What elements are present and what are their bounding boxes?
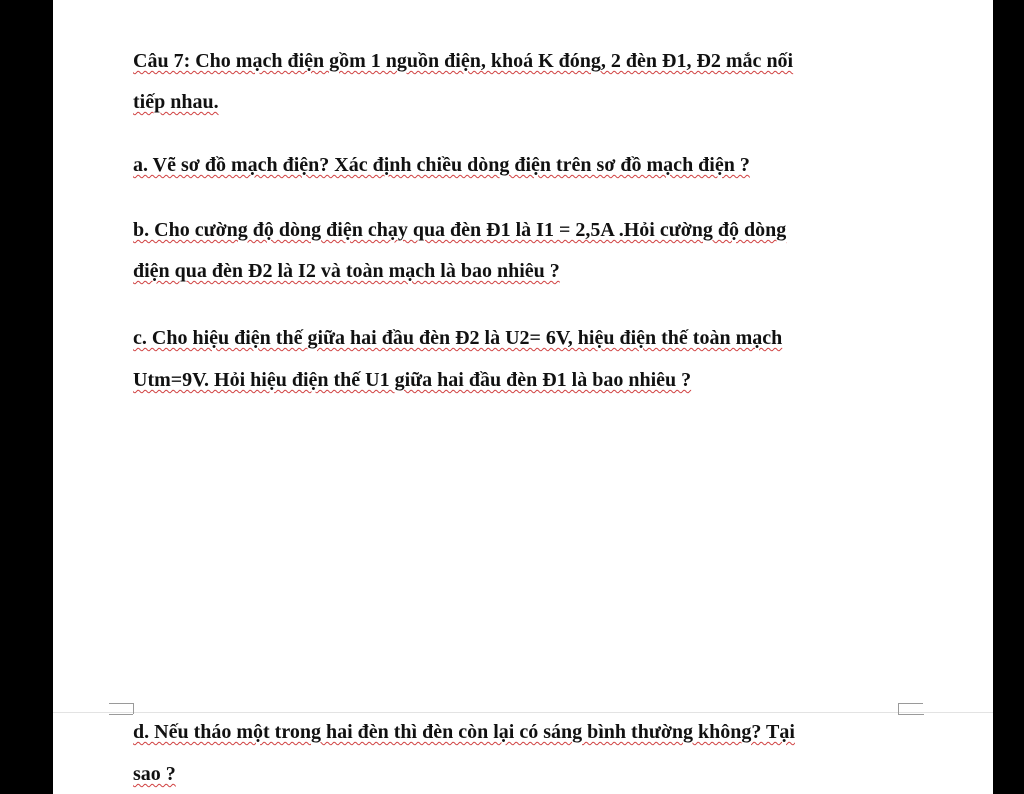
crop-mark-right-bottom [898,714,924,715]
document-page[interactable] [53,0,993,794]
part-c-line-1: c. Cho hiệu điện thế giữa hai đầu đèn Đ2 là U2= 6V, hiệu điện thế toàn mạch [133,327,783,349]
part-b-line-1: b. Cho cường độ dòng điện chạy qua đèn Đ1 là I1 = 2,5A .Hỏi cường độ dòng [133,219,787,241]
part-a-line-1: a. Vẽ sơ đồ mạch điện? Xác định chiều dòng điện trên sơ đồ mạch điện ? [133,154,750,176]
part-c-line-2: Utm=9V. Hỏi hiệu điện thế U1 giữa hai đầu đèn Đ1 là bao nhiêu ? [133,369,692,391]
question-line-1: Câu 7: Cho mạch điện gồm 1 nguồn điện, khoá K đóng, 2 đèn Đ1, Đ2 mắc nối [133,50,794,72]
part-b-line-2: điện qua đèn Đ2 là I2 và toàn mạch là bao nhiêu ? [133,260,560,282]
crop-mark-left-bottom [109,714,133,715]
page-break-divider [53,712,993,713]
part-d-line-2: sao ? [133,763,176,785]
part-d-line-1: d. Nếu tháo một trong hai đèn thì đèn còn lại có sáng bình thường không? Tại [133,721,795,743]
crop-mark-left [109,703,134,714]
question-line-2: tiếp nhau. [133,91,219,113]
crop-mark-right [898,703,923,714]
